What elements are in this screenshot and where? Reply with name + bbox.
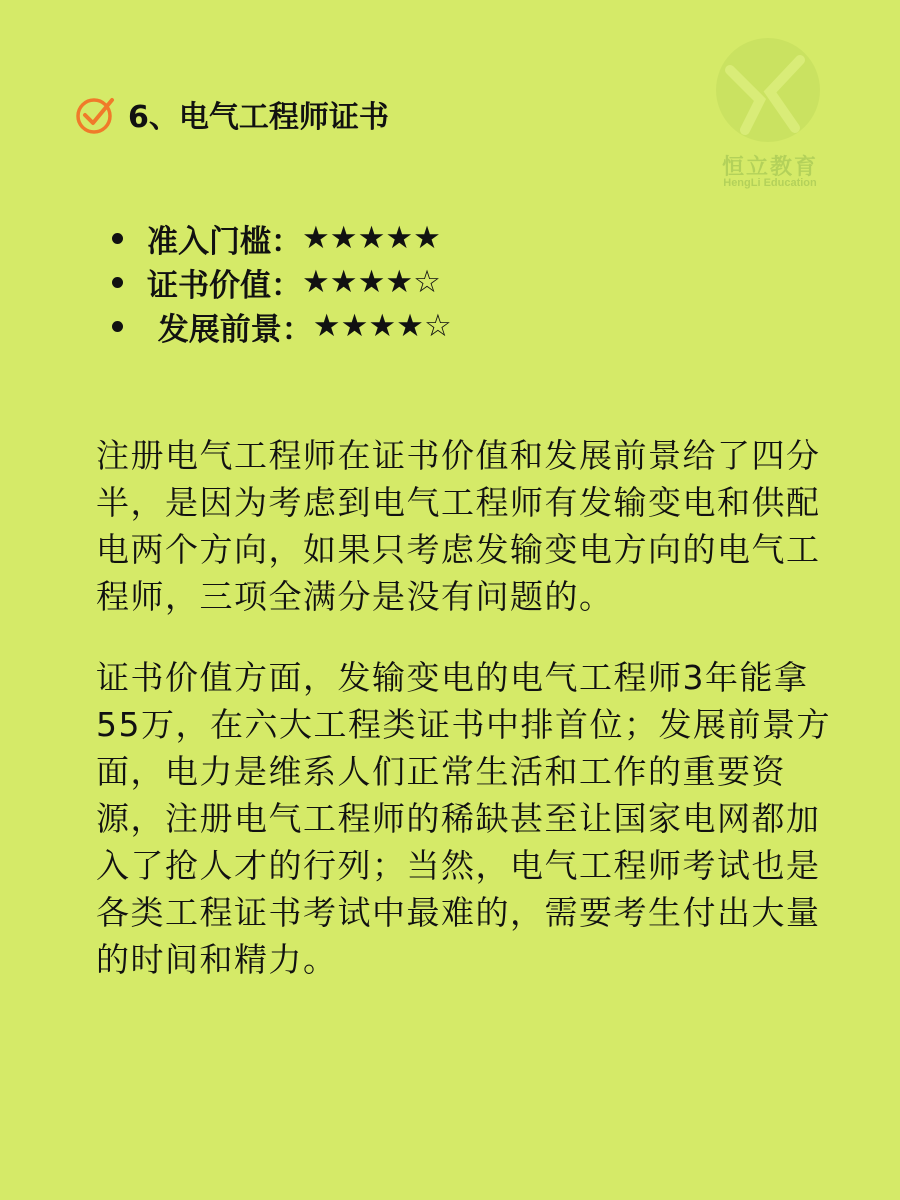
star-rating: ★★★★★: [302, 220, 441, 256]
star-rating: ★★★★☆: [302, 264, 441, 300]
ratings-list: [112, 216, 452, 348]
body-paragraph-2: 证书价值方面，发输变电的电气工程师3年能拿55万，在六大工程类证书中排首位；发展前景方面，电力是维系人们正常生活和工作的重要资源，注册电气工程师的稀缺甚至让国家电网都加入了抢人才的行列；当然，电气工程师考试也是各类工程证书考试中最难的，需要考生付出大量的时间和精力。: [96, 658, 831, 979]
bullet-icon: [112, 321, 123, 332]
rating-item-entry-threshold: [112, 216, 452, 260]
bullet-icon: [112, 277, 123, 288]
bullet-icon: [112, 233, 123, 244]
rating-item-certificate-value: [112, 260, 452, 304]
rating-label: 证书价值：: [147, 267, 302, 304]
watermark-logo: [700, 30, 840, 190]
watermark-subtitle: HengLi Education: [723, 177, 817, 189]
logo-icon: [700, 30, 840, 150]
rating-label: 发展前景：: [147, 311, 313, 348]
star-rating: ★★★★☆: [312, 308, 452, 344]
section-heading: [74, 92, 389, 136]
watermark-name: 恒立教育: [721, 155, 818, 180]
page-title: 6、电气工程师证书: [128, 100, 389, 135]
body-paragraph-1: 注册电气工程师在证书价值和发展前景给了四分半，是因为考虑到电气工程师有发输变电和供配电两个方向，如果只考虑发输变电方向的电气工程师，三项全满分是没有问题的。: [96, 436, 821, 616]
checkmark-circle-icon: [74, 92, 118, 136]
rating-item-development-prospects: [112, 304, 452, 348]
rating-label: 准入门槛：: [147, 223, 302, 260]
